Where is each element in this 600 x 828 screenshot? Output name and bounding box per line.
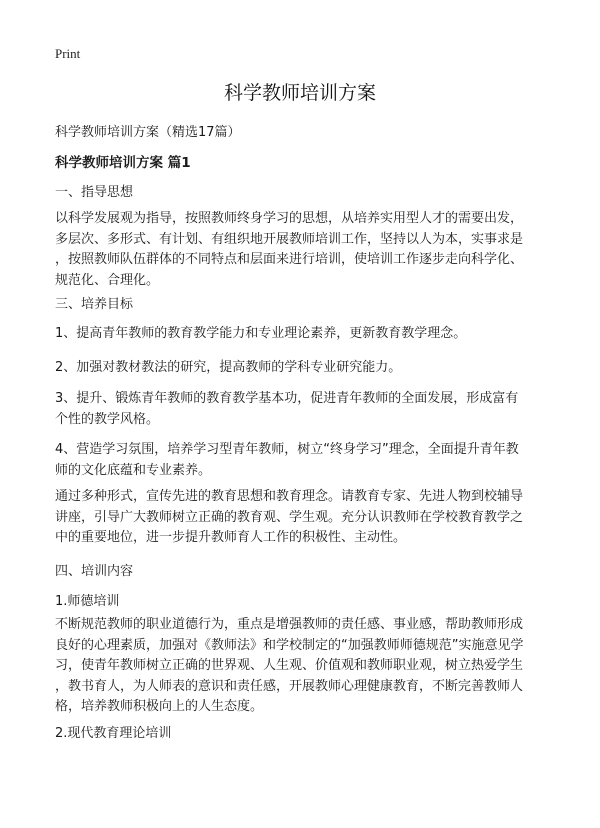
text-line: 4、营造学习氛围，培养学习型青年教师，树立“终身学习”理念，全面提升青年教 xyxy=(55,442,519,457)
text-line: ，按照教师队伍群体的不同特点和层面来进行培训，使培训工作逐步走向科学化、 xyxy=(55,252,524,267)
paragraph-goal-1 xyxy=(55,324,553,345)
text-line: 习，使青年教师树立正确的世界观、人生观、价值观和教师职业观，树立热爱学生 xyxy=(55,658,524,673)
text-line: 1、提高青年教师的教育教学能力和专业理论素养，更新教育教学理念。 xyxy=(55,326,467,341)
heading-training-goals: 三、培养目标 xyxy=(55,297,134,312)
text-line: 良好的心理素质，加强对《教师法》和学校制定的“加强教师师德规范”实施意见学 xyxy=(55,637,524,653)
text-line: 以科学发展观为指导，按照教师终身学习的思想，从培养实用型人才的需要出发， xyxy=(55,211,524,226)
text-line: ，教书育人，为人师表的意识和责任感，开展教师心理健康教育，不断完善教师人 xyxy=(55,678,524,694)
text-line: 通过多种形式，宣传先进的教育思想和教育理念。请教育专家、先进人物到校辅导 xyxy=(55,489,524,504)
text-line: 讲座，引导广大教师树立正确的教育观、学生观。充分认识教师在学校教育教学之 xyxy=(55,509,524,525)
paragraph-goal-3 xyxy=(55,389,553,430)
text-line: 格，培养教师积极向上的人生态度。 xyxy=(55,699,264,714)
text-line: 中的重要地位，进一步提升教师育人工作的积极性、主动性。 xyxy=(55,530,407,545)
page-title: 科学教师培训方案 xyxy=(223,82,376,104)
text-line: 3、提升、锻炼青年教师的教育教学基本功，促进青年教师的全面发展，形成富有 xyxy=(55,391,519,406)
text-line: 师的文化底蕴和专业素养。 xyxy=(55,462,212,478)
paragraph-ethics-training xyxy=(55,615,553,718)
paragraph-goal-2 xyxy=(55,358,553,379)
document-subtitle: 科学教师培训方案（精选17篇） xyxy=(55,125,241,140)
heading-training-content: 四、培训内容 xyxy=(55,564,134,579)
heading-ethics-training: 1.师德培训 xyxy=(55,594,120,609)
text-line: 2、加强对教材教法的研究，提高教师的学科专业研究能力。 xyxy=(55,360,402,375)
text-line: 多层次、多形式、有计划、有组织地开展教师培训工作，坚持以人为本，实事求是 xyxy=(55,231,524,247)
paragraph-methods xyxy=(55,487,553,549)
text-line: 规范化、合理化。 xyxy=(55,272,160,288)
text-line: 个性的教学风格。 xyxy=(55,411,160,427)
paragraph-guiding-ideology xyxy=(55,209,553,291)
heading-guiding-ideology: 一、指导思想 xyxy=(55,185,134,200)
paragraph-goal-4 xyxy=(55,440,553,481)
section-title: 科学教师培训方案 篇1 xyxy=(55,155,191,171)
heading-modern-theory-training: 2.现代教育理论培训 xyxy=(55,726,172,741)
print-label: Print xyxy=(55,46,81,61)
text-line: 不断规范教师的职业道德行为，重点是增强教师的责任感、事业感，帮助教师形成 xyxy=(55,617,524,632)
